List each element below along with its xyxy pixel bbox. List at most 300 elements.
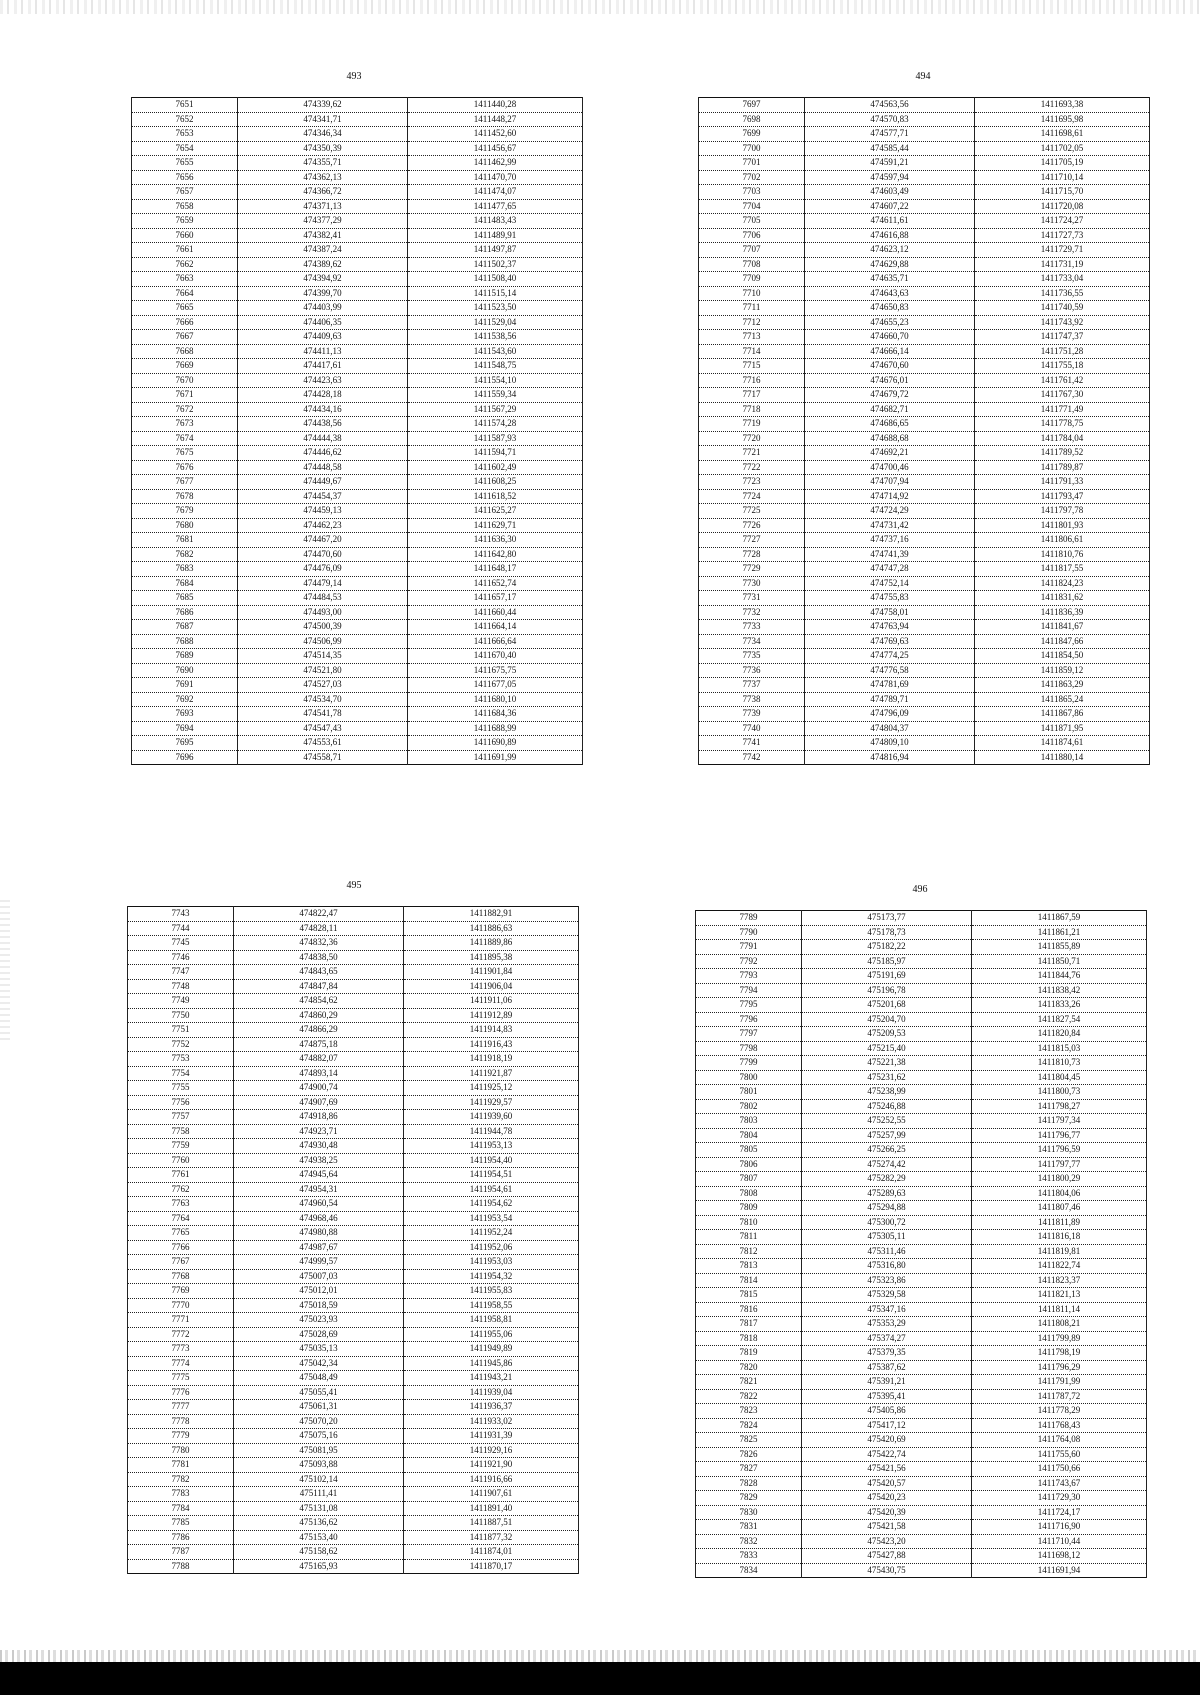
- point-number-cell: 7744: [128, 921, 234, 936]
- point-number-cell: 7791: [696, 940, 802, 955]
- y-coordinate-cell: 1411710,44: [972, 1534, 1147, 1549]
- point-number-cell: 7657: [132, 185, 238, 200]
- point-number-cell: 7694: [132, 721, 238, 736]
- x-coordinate-cell: 474907,69: [234, 1095, 404, 1110]
- table-row: [699, 489, 1150, 504]
- point-number-cell: 7739: [699, 707, 805, 722]
- x-coordinate-cell: 475430,75: [802, 1563, 972, 1578]
- point-number-cell: 7804: [696, 1128, 802, 1143]
- point-number-cell: 7787: [128, 1545, 234, 1560]
- point-number-cell: 7738: [699, 692, 805, 707]
- point-number-cell: 7736: [699, 663, 805, 678]
- point-number-cell: 7718: [699, 402, 805, 417]
- table-row: [696, 1505, 1147, 1520]
- y-coordinate-cell: 1411939,60: [404, 1110, 579, 1125]
- table-row: [132, 257, 583, 272]
- y-coordinate-cell: 1411810,76: [975, 547, 1150, 562]
- y-coordinate-cell: 1411698,61: [975, 127, 1150, 142]
- point-number-cell: 7774: [128, 1356, 234, 1371]
- table-row: [696, 1389, 1147, 1404]
- x-coordinate-cell: 474611,61: [805, 214, 975, 229]
- y-coordinate-cell: 1411559,34: [408, 388, 583, 403]
- point-number-cell: 7747: [128, 965, 234, 980]
- y-coordinate-cell: 1411767,30: [975, 388, 1150, 403]
- table-row: [699, 446, 1150, 461]
- y-coordinate-cell: 1411887,51: [404, 1516, 579, 1531]
- y-coordinate-cell: 1411806,61: [975, 533, 1150, 548]
- y-coordinate-cell: 1411477,65: [408, 199, 583, 214]
- point-number-cell: 7654: [132, 141, 238, 156]
- point-number-cell: 7704: [699, 199, 805, 214]
- y-coordinate-cell: 1411819,81: [972, 1244, 1147, 1259]
- point-number-cell: 7750: [128, 1008, 234, 1023]
- y-coordinate-cell: 1411768,43: [972, 1418, 1147, 1433]
- x-coordinate-cell: 474493,00: [238, 605, 408, 620]
- point-number-cell: 7726: [699, 518, 805, 533]
- point-number-cell: 7793: [696, 969, 802, 984]
- point-number-cell: 7664: [132, 286, 238, 301]
- y-coordinate-cell: 1411789,52: [975, 446, 1150, 461]
- x-coordinate-cell: 474346,34: [238, 127, 408, 142]
- x-coordinate-cell: 474547,43: [238, 721, 408, 736]
- point-number-cell: 7768: [128, 1269, 234, 1284]
- y-coordinate-cell: 1411918,19: [404, 1052, 579, 1067]
- x-coordinate-cell: 475158,62: [234, 1545, 404, 1560]
- point-number-cell: 7713: [699, 330, 805, 345]
- point-number-cell: 7712: [699, 315, 805, 330]
- point-number-cell: 7789: [696, 911, 802, 926]
- x-coordinate-cell: 474446,62: [238, 446, 408, 461]
- x-coordinate-cell: 475075,16: [234, 1429, 404, 1444]
- table-row: [699, 112, 1150, 127]
- x-coordinate-cell: 474692,21: [805, 446, 975, 461]
- x-coordinate-cell: 474514,35: [238, 649, 408, 664]
- x-coordinate-cell: 474387,24: [238, 243, 408, 258]
- point-number-cell: 7699: [699, 127, 805, 142]
- y-coordinate-cell: 1411822,74: [972, 1259, 1147, 1274]
- x-coordinate-cell: 474747,28: [805, 562, 975, 577]
- table-row: [699, 359, 1150, 374]
- point-number-cell: 7770: [128, 1298, 234, 1313]
- point-number-cell: 7758: [128, 1124, 234, 1139]
- y-coordinate-cell: 1411863,29: [975, 678, 1150, 693]
- point-number-cell: 7825: [696, 1433, 802, 1448]
- x-coordinate-cell: 474752,14: [805, 576, 975, 591]
- x-coordinate-cell: 475391,21: [802, 1375, 972, 1390]
- x-coordinate-cell: 474809,10: [805, 736, 975, 751]
- y-coordinate-cell: 1411808,21: [972, 1317, 1147, 1332]
- table-row: [132, 272, 583, 287]
- y-coordinate-cell: 1411691,94: [972, 1563, 1147, 1578]
- y-coordinate-cell: 1411787,72: [972, 1389, 1147, 1404]
- table-row: [696, 1056, 1147, 1071]
- x-coordinate-cell: 474417,61: [238, 359, 408, 374]
- x-coordinate-cell: 474860,29: [234, 1008, 404, 1023]
- point-number-cell: 7824: [696, 1418, 802, 1433]
- table-row: [128, 994, 579, 1009]
- y-coordinate-cell: 1411796,77: [972, 1128, 1147, 1143]
- table-row: [699, 431, 1150, 446]
- x-coordinate-cell: 475420,23: [802, 1491, 972, 1506]
- table-row: [132, 533, 583, 548]
- x-coordinate-cell: 474822,47: [234, 907, 404, 922]
- point-number-cell: 7709: [699, 272, 805, 287]
- x-coordinate-cell: 475204,70: [802, 1012, 972, 1027]
- x-coordinate-cell: 474506,99: [238, 634, 408, 649]
- y-coordinate-cell: 1411811,14: [972, 1302, 1147, 1317]
- table-row: [132, 678, 583, 693]
- x-coordinate-cell: 474541,78: [238, 707, 408, 722]
- point-number-cell: 7798: [696, 1041, 802, 1056]
- x-coordinate-cell: 474597,94: [805, 170, 975, 185]
- point-number-cell: 7661: [132, 243, 238, 258]
- x-coordinate-cell: 474781,69: [805, 678, 975, 693]
- point-number-cell: 7696: [132, 750, 238, 765]
- x-coordinate-cell: 475353,29: [802, 1317, 972, 1332]
- point-number-cell: 7806: [696, 1157, 802, 1172]
- table-row: [128, 1226, 579, 1241]
- point-number-cell: 7795: [696, 998, 802, 1013]
- table-row: [699, 417, 1150, 432]
- table-row: [699, 228, 1150, 243]
- table-row: [128, 1110, 579, 1125]
- y-coordinate-cell: 1411698,12: [972, 1549, 1147, 1564]
- point-number-cell: 7711: [699, 301, 805, 316]
- y-coordinate-cell: 1411804,06: [972, 1186, 1147, 1201]
- point-number-cell: 7814: [696, 1273, 802, 1288]
- point-number-cell: 7724: [699, 489, 805, 504]
- y-coordinate-cell: 1411916,66: [404, 1472, 579, 1487]
- table-row: [132, 141, 583, 156]
- table-row: [128, 1153, 579, 1168]
- y-coordinate-cell: 1411882,91: [404, 907, 579, 922]
- table-row: [128, 1081, 579, 1096]
- x-coordinate-cell: 474980,88: [234, 1226, 404, 1241]
- x-coordinate-cell: 475173,77: [802, 911, 972, 926]
- point-number-cell: 7816: [696, 1302, 802, 1317]
- y-coordinate-cell: 1411608,25: [408, 475, 583, 490]
- table-row: [128, 907, 579, 922]
- point-number-cell: 7685: [132, 591, 238, 606]
- y-coordinate-cell: 1411854,50: [975, 649, 1150, 664]
- x-coordinate-cell: 474847,84: [234, 979, 404, 994]
- x-coordinate-cell: 475023,93: [234, 1313, 404, 1328]
- y-coordinate-cell: 1411629,71: [408, 518, 583, 533]
- x-coordinate-cell: 474796,09: [805, 707, 975, 722]
- y-coordinate-cell: 1411907,61: [404, 1487, 579, 1502]
- x-coordinate-cell: 474714,92: [805, 489, 975, 504]
- table-row: [128, 1545, 579, 1560]
- table-row: [132, 185, 583, 200]
- table-row: [699, 576, 1150, 591]
- y-coordinate-cell: 1411724,27: [975, 214, 1150, 229]
- x-coordinate-cell: 474423,63: [238, 373, 408, 388]
- point-number-cell: 7794: [696, 983, 802, 998]
- point-number-cell: 7671: [132, 388, 238, 403]
- y-coordinate-cell: 1411567,29: [408, 402, 583, 417]
- x-coordinate-cell: 475035,13: [234, 1342, 404, 1357]
- table-row: [128, 1501, 579, 1516]
- y-coordinate-cell: 1411764,08: [972, 1433, 1147, 1448]
- y-coordinate-cell: 1411715,70: [975, 185, 1150, 200]
- y-coordinate-cell: 1411933,02: [404, 1414, 579, 1429]
- point-number-cell: 7820: [696, 1360, 802, 1375]
- y-coordinate-cell: 1411880,14: [975, 750, 1150, 765]
- y-coordinate-cell: 1411827,54: [972, 1012, 1147, 1027]
- point-number-cell: 7675: [132, 446, 238, 461]
- x-coordinate-cell: 474434,16: [238, 402, 408, 417]
- x-coordinate-cell: 474382,41: [238, 228, 408, 243]
- y-coordinate-cell: 1411660,44: [408, 605, 583, 620]
- point-number-cell: 7710: [699, 286, 805, 301]
- x-coordinate-cell: 475191,69: [802, 969, 972, 984]
- point-number-cell: 7681: [132, 533, 238, 548]
- table-row: [696, 1186, 1147, 1201]
- table-row: [128, 1037, 579, 1052]
- y-coordinate-cell: 1411648,17: [408, 562, 583, 577]
- table-row: [696, 1520, 1147, 1535]
- point-number-cell: 7764: [128, 1211, 234, 1226]
- x-coordinate-cell: 474341,71: [238, 112, 408, 127]
- x-coordinate-cell: 474923,71: [234, 1124, 404, 1139]
- point-number-cell: 7761: [128, 1168, 234, 1183]
- point-number-cell: 7829: [696, 1491, 802, 1506]
- y-coordinate-cell: 1411625,27: [408, 504, 583, 519]
- table-row: [699, 98, 1150, 113]
- table-row: [696, 1317, 1147, 1332]
- point-number-cell: 7805: [696, 1143, 802, 1158]
- point-number-cell: 7802: [696, 1099, 802, 1114]
- table-row: [699, 272, 1150, 287]
- point-number-cell: 7773: [128, 1342, 234, 1357]
- x-coordinate-cell: 474832,36: [234, 936, 404, 951]
- point-number-cell: 7821: [696, 1375, 802, 1390]
- x-coordinate-cell: 474854,62: [234, 994, 404, 1009]
- x-coordinate-cell: 475196,78: [802, 983, 972, 998]
- y-coordinate-cell: 1411771,49: [975, 402, 1150, 417]
- x-coordinate-cell: 474394,92: [238, 272, 408, 287]
- x-coordinate-cell: 475395,41: [802, 1389, 972, 1404]
- table-row: [696, 954, 1147, 969]
- point-number-cell: 7759: [128, 1139, 234, 1154]
- table-row: [699, 736, 1150, 751]
- y-coordinate-cell: 1411886,63: [404, 921, 579, 936]
- point-number-cell: 7741: [699, 736, 805, 751]
- point-number-cell: 7754: [128, 1066, 234, 1081]
- y-coordinate-cell: 1411800,29: [972, 1172, 1147, 1187]
- y-coordinate-cell: 1411870,17: [404, 1559, 579, 1574]
- table-row: [128, 1269, 579, 1284]
- x-coordinate-cell: 474366,72: [238, 185, 408, 200]
- table-row: [128, 921, 579, 936]
- x-coordinate-cell: 474882,07: [234, 1052, 404, 1067]
- point-number-cell: 7809: [696, 1201, 802, 1216]
- x-coordinate-cell: 474623,12: [805, 243, 975, 258]
- point-number-cell: 7702: [699, 170, 805, 185]
- y-coordinate-cell: 1411523,50: [408, 301, 583, 316]
- y-coordinate-cell: 1411538,56: [408, 330, 583, 345]
- page-number-495: 495: [346, 880, 362, 891]
- y-coordinate-cell: 1411618,52: [408, 489, 583, 504]
- table-row: [132, 576, 583, 591]
- x-coordinate-cell: 474660,70: [805, 330, 975, 345]
- x-coordinate-cell: 475215,40: [802, 1041, 972, 1056]
- y-coordinate-cell: 1411778,75: [975, 417, 1150, 432]
- x-coordinate-cell: 475420,69: [802, 1433, 972, 1448]
- page-number-496: 496: [912, 884, 928, 895]
- point-number-cell: 7831: [696, 1520, 802, 1535]
- y-coordinate-cell: 1411594,71: [408, 446, 583, 461]
- x-coordinate-cell: 475081,95: [234, 1443, 404, 1458]
- table-row: [696, 1259, 1147, 1274]
- y-coordinate-cell: 1411474,07: [408, 185, 583, 200]
- x-coordinate-cell: 475421,56: [802, 1462, 972, 1477]
- table-row: [132, 721, 583, 736]
- table-row: [696, 1534, 1147, 1549]
- table-row: [699, 402, 1150, 417]
- y-coordinate-cell: 1411953,03: [404, 1255, 579, 1270]
- y-coordinate-cell: 1411847,66: [975, 634, 1150, 649]
- table-row: [128, 965, 579, 980]
- x-coordinate-cell: 474960,54: [234, 1197, 404, 1212]
- point-number-cell: 7766: [128, 1240, 234, 1255]
- table-row: [128, 1559, 579, 1574]
- table-row: [128, 1211, 579, 1226]
- point-number-cell: 7749: [128, 994, 234, 1009]
- x-coordinate-cell: 475282,29: [802, 1172, 972, 1187]
- point-number-cell: 7729: [699, 562, 805, 577]
- y-coordinate-cell: 1411462,99: [408, 156, 583, 171]
- x-coordinate-cell: 475329,58: [802, 1288, 972, 1303]
- table-row: [128, 1182, 579, 1197]
- x-coordinate-cell: 475165,93: [234, 1559, 404, 1574]
- y-coordinate-cell: 1411508,40: [408, 272, 583, 287]
- y-coordinate-cell: 1411796,29: [972, 1360, 1147, 1375]
- y-coordinate-cell: 1411936,37: [404, 1400, 579, 1415]
- y-coordinate-cell: 1411677,05: [408, 678, 583, 693]
- table-row: [132, 663, 583, 678]
- x-coordinate-cell: 475007,03: [234, 1269, 404, 1284]
- table-row: [699, 663, 1150, 678]
- y-coordinate-cell: 1411911,06: [404, 994, 579, 1009]
- y-coordinate-cell: 1411657,17: [408, 591, 583, 606]
- point-number-cell: 7733: [699, 620, 805, 635]
- point-number-cell: 7828: [696, 1476, 802, 1491]
- y-coordinate-cell: 1411958,55: [404, 1298, 579, 1313]
- y-coordinate-cell: 1411801,93: [975, 518, 1150, 533]
- y-coordinate-cell: 1411824,23: [975, 576, 1150, 591]
- y-coordinate-cell: 1411929,16: [404, 1443, 579, 1458]
- table-row: [696, 925, 1147, 940]
- y-coordinate-cell: 1411811,89: [972, 1215, 1147, 1230]
- point-number-cell: 7722: [699, 460, 805, 475]
- table-row: [132, 547, 583, 562]
- y-coordinate-cell: 1411820,84: [972, 1027, 1147, 1042]
- point-number-cell: 7719: [699, 417, 805, 432]
- point-number-cell: 7757: [128, 1110, 234, 1125]
- x-coordinate-cell: 475178,73: [802, 925, 972, 940]
- y-coordinate-cell: 1411797,77: [972, 1157, 1147, 1172]
- y-coordinate-cell: 1411554,10: [408, 373, 583, 388]
- table-row: [696, 969, 1147, 984]
- point-number-cell: 7807: [696, 1172, 802, 1187]
- x-coordinate-cell: 474409,63: [238, 330, 408, 345]
- point-number-cell: 7663: [132, 272, 238, 287]
- table-row: [132, 98, 583, 113]
- y-coordinate-cell: 1411548,75: [408, 359, 583, 374]
- y-coordinate-cell: 1411855,89: [972, 940, 1147, 955]
- x-coordinate-cell: 474679,72: [805, 388, 975, 403]
- point-number-cell: 7819: [696, 1346, 802, 1361]
- y-coordinate-cell: 1411755,60: [972, 1447, 1147, 1462]
- table-row: [128, 1516, 579, 1531]
- y-coordinate-cell: 1411688,99: [408, 721, 583, 736]
- table-row: [132, 736, 583, 751]
- point-number-cell: 7752: [128, 1037, 234, 1052]
- point-number-cell: 7651: [132, 98, 238, 113]
- point-number-cell: 7830: [696, 1505, 802, 1520]
- table-row: [132, 417, 583, 432]
- table-row: [128, 1052, 579, 1067]
- table-row: [128, 1284, 579, 1299]
- table-row: [696, 940, 1147, 955]
- y-coordinate-cell: 1411798,19: [972, 1346, 1147, 1361]
- x-coordinate-cell: 475018,59: [234, 1298, 404, 1313]
- y-coordinate-cell: 1411954,40: [404, 1153, 579, 1168]
- table-row: [132, 489, 583, 504]
- y-coordinate-cell: 1411797,34: [972, 1114, 1147, 1129]
- point-number-cell: 7782: [128, 1472, 234, 1487]
- point-number-cell: 7677: [132, 475, 238, 490]
- x-coordinate-cell: 475048,49: [234, 1371, 404, 1386]
- x-coordinate-cell: 475347,16: [802, 1302, 972, 1317]
- table-row: [699, 591, 1150, 606]
- table-row: [128, 1008, 579, 1023]
- point-number-cell: 7732: [699, 605, 805, 620]
- table-row: [696, 1418, 1147, 1433]
- y-coordinate-cell: 1411871,95: [975, 721, 1150, 736]
- point-number-cell: 7680: [132, 518, 238, 533]
- point-number-cell: 7706: [699, 228, 805, 243]
- y-coordinate-cell: 1411815,03: [972, 1041, 1147, 1056]
- point-number-cell: 7734: [699, 634, 805, 649]
- x-coordinate-cell: 474377,29: [238, 214, 408, 229]
- table-row: [132, 460, 583, 475]
- table-row: [699, 141, 1150, 156]
- x-coordinate-cell: 474428,18: [238, 388, 408, 403]
- x-coordinate-cell: 474591,21: [805, 156, 975, 171]
- x-coordinate-cell: 474577,71: [805, 127, 975, 142]
- y-coordinate-cell: 1411761,42: [975, 373, 1150, 388]
- y-coordinate-cell: 1411729,30: [972, 1491, 1147, 1506]
- point-number-cell: 7690: [132, 663, 238, 678]
- y-coordinate-cell: 1411448,27: [408, 112, 583, 127]
- table-row: [132, 388, 583, 403]
- table-row: [696, 1085, 1147, 1100]
- x-coordinate-cell: 475294,88: [802, 1201, 972, 1216]
- y-coordinate-cell: 1411483,43: [408, 214, 583, 229]
- table-row: [696, 1157, 1147, 1172]
- point-number-cell: 7740: [699, 721, 805, 736]
- y-coordinate-cell: 1411844,76: [972, 969, 1147, 984]
- table-row: [696, 1563, 1147, 1578]
- point-number-cell: 7674: [132, 431, 238, 446]
- point-number-cell: 7708: [699, 257, 805, 272]
- table-row: [699, 315, 1150, 330]
- x-coordinate-cell: 474758,01: [805, 605, 975, 620]
- point-number-cell: 7778: [128, 1414, 234, 1429]
- point-number-cell: 7725: [699, 504, 805, 519]
